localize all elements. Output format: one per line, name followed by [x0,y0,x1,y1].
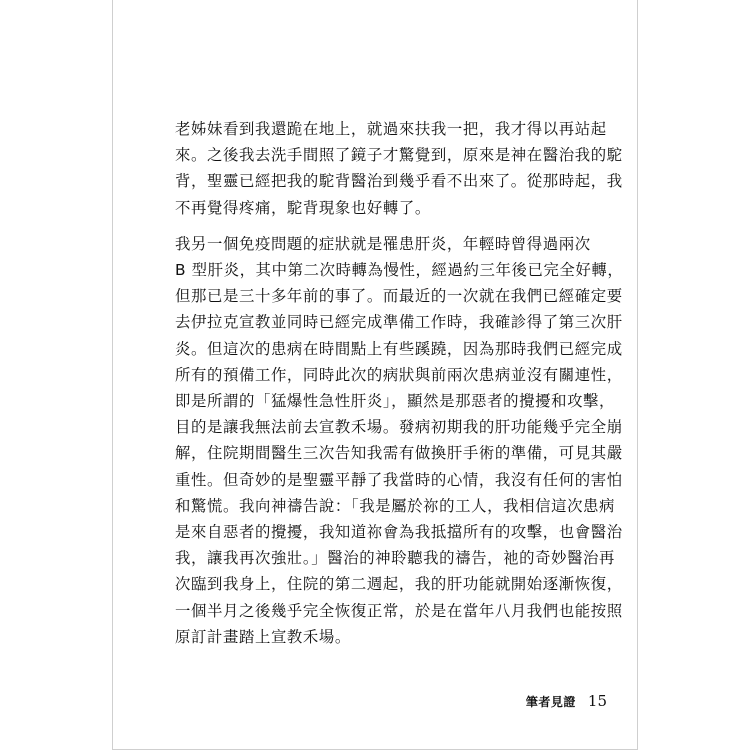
text-line: 目的是讓我無法前去宣教禾場。發病初期我的肝功能幾乎完全崩 [175,418,623,437]
paragraph-2 [175,231,624,650]
text-line: 不再覺得疼痛，駝背現象也好轉了。 [175,198,431,217]
paragraph-1 [175,116,623,221]
text-line: 我，讓我再次強壯。」醫治的神聆聽我的禱告，祂的奇妙醫治再 [175,549,616,568]
text-line: 次臨到我身上，住院的第二週起，我的肝功能就開始逐漸恢復， [175,575,623,594]
text-line: 原訂計畫踏上宣教禾場。 [175,627,351,646]
text-line: 所有的預備工作，同時此次的病狀與前兩次患病並沒有關連性， [175,365,623,384]
text-line: 是來自惡者的攪擾，我知道祢會為我抵擋所有的攻擊，也會醫治 [175,523,623,542]
text-line: 一個半月之後幾乎完全恢復正常，於是在當年八月我們也能按照 [175,601,623,620]
page-footer [526,692,607,710]
section-label: 筆者見證 [525,695,576,709]
text-line: 老姊妹看到我還跪在地上，就過來扶我一把，我才得以再站起 [175,120,607,138]
body-text [175,116,624,650]
text-line: 來。之後我去洗手間照了鏡子才驚覺到，原來是神在醫治我的駝 [175,146,623,165]
text-line: 炎。但這次的患病在時間點上有些蹊蹺，因為那時我們已經完成 [175,339,623,358]
text-line: 但那已是三十多年前的事了。而最近的一次就在我們已經確定要 [175,287,623,306]
text-line: 解，住院期間醫生三次告知我需有做換肝手術的準備，可見其嚴 [175,444,623,463]
page-number: 15 [587,692,607,710]
text-line: 去伊拉克宣教並同時已經完成準備工作時，我確診得了第三次肝 [175,313,623,332]
text-line: 我另一個免疫問題的症狀就是罹患肝炎，年輕時曾得過兩次 [175,234,591,253]
book-page [112,0,638,750]
text-line: 即是所謂的「猛爆性急性肝炎」，顯然是那惡者的攪擾和攻擊， [175,392,616,411]
paragraph-spacer [175,221,585,231]
text-line: 背，聖靈已經把我的駝背醫治到幾乎看不出來了。從那時起，我 [175,172,623,191]
text-line: 重性。但奇妙的是聖靈平靜了我當時的心情，我沒有任何的害怕 [175,470,623,489]
text-line: B 型肝炎，其中第二次時轉為慢性，經過約三年後已完全好轉， [175,261,624,280]
text-line: 和驚慌。我向神禱告說：「我是屬於祢的工人，我相信這次患病 [175,496,616,515]
